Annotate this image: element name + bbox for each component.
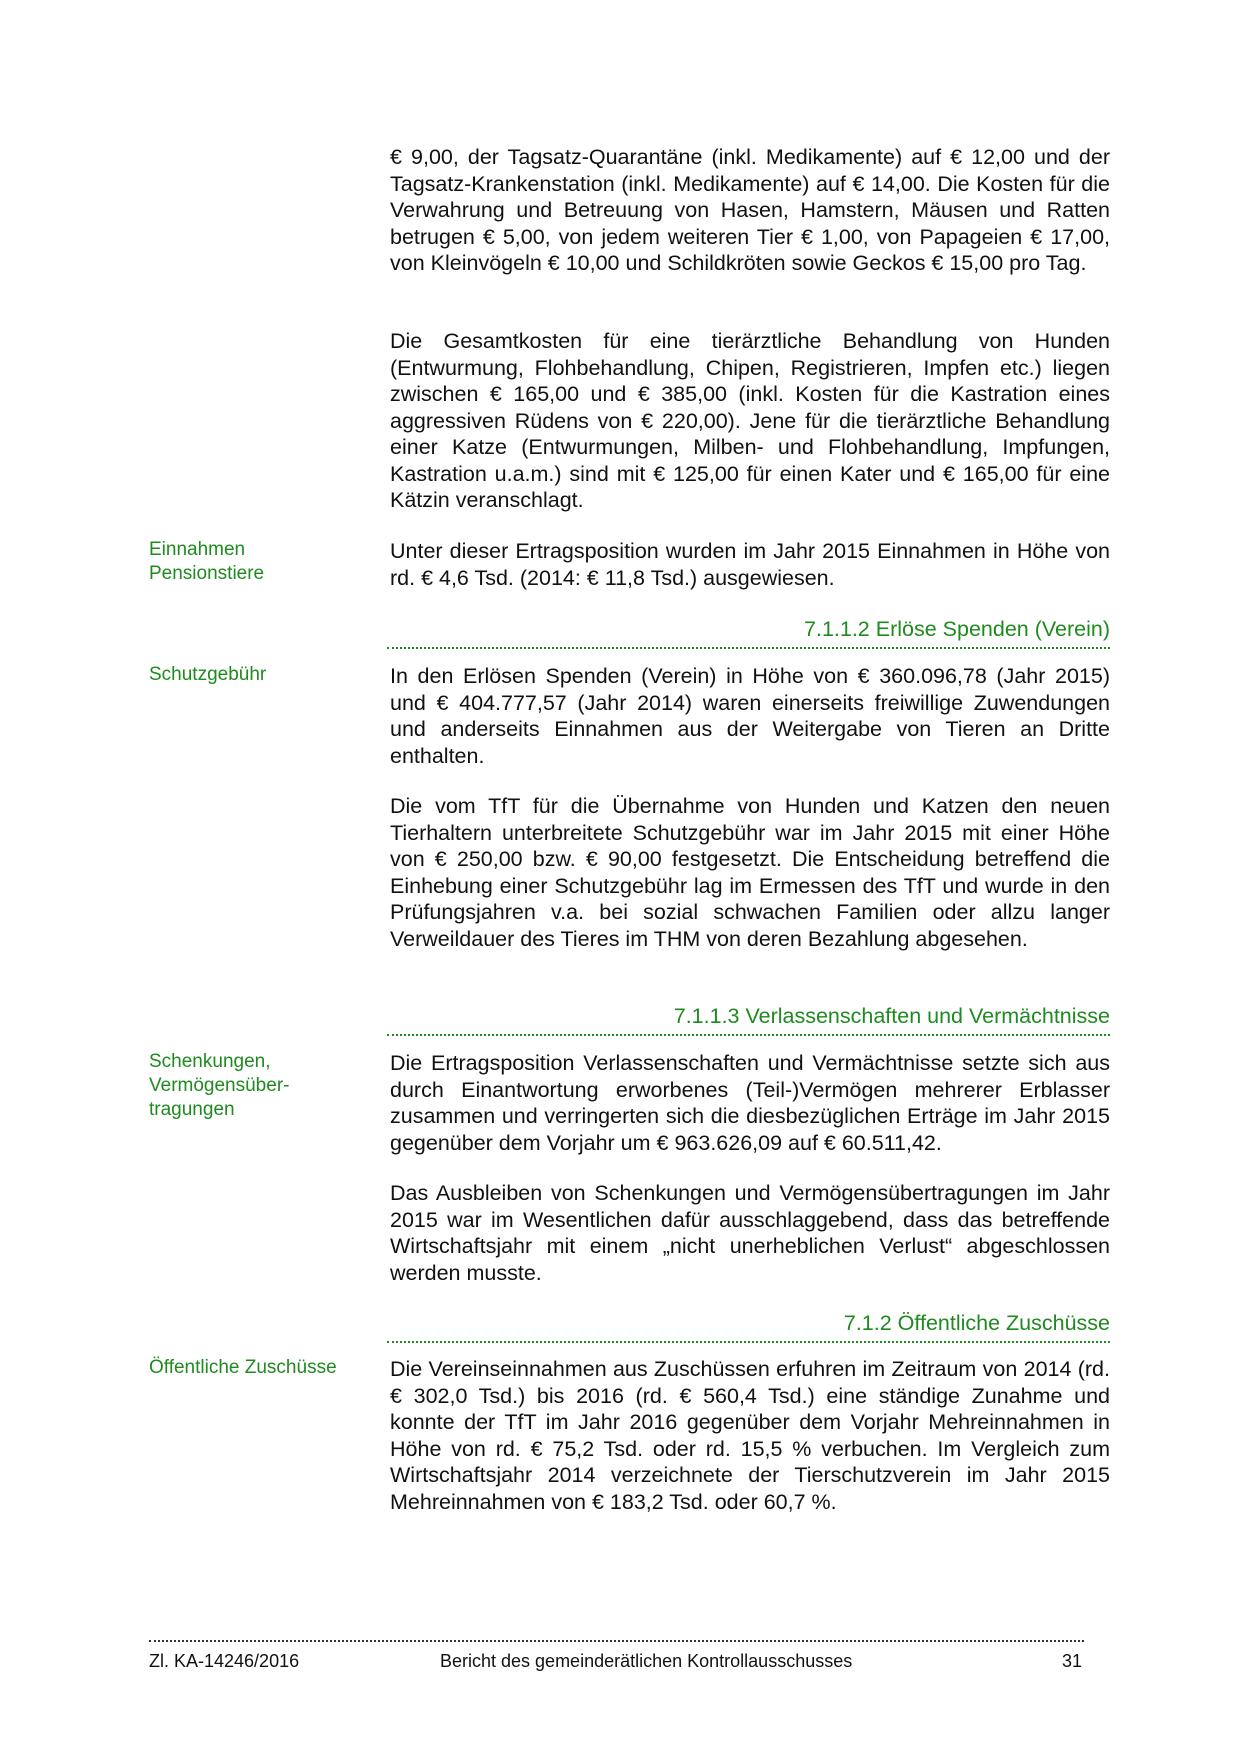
paragraph-schenkungen: Das Ausbleiben von Schenkungen und Vermögensübertragungen im Jahr 2015 war im Wesentlichen dafür ausschlaggebend, dass das betreffende Wirtschaftsjahr mit einem „nicht unerheblichen Verlust“ abgeschlossen werden musste. [390,1181,1110,1285]
side-note-schutzgebuehr: Schutzgebühr [149,664,267,685]
side-note-oeffentliche-zuschuesse: Öffentliche Zuschüsse [149,1357,337,1378]
paragraph-oeffentliche-zuschuesse: Die Vereinseinnahmen aus Zuschüssen erfuhren im Zeitraum von 2014 (rd. € 302,0 Tsd.) bis 2016 (rd. € 560,4 Tsd.) eine ständige Zunahme und konnte der TfT im Jahr 2016 gegenüber dem Vorjahr Mehreinnahmen in Höhe von rd. € 75,2 Tsd. oder rd. 15,5 % verbuchen. Im Vergleich zum Wirtschaftsjahr 2014 verzeichnete der Tierschutzverein im Jahr 2015 Mehreinnahmen von € 183,2 Tsd. oder 60,7 %. [390,1357,1110,1514]
paragraph-tagsatz-kosten: € 9,00, der Tagsatz-Quarantäne (inkl. Medikamente) auf € 12,00 und der Tagsatz-Krankenstation (inkl. Medikamente) auf € 14,00. Die Kosten für die Verwahrung und Betreuung von Hasen, Hamstern, Mäusen und Ratten betrugen € 5,00, von jedem weiteren Tier € 1,00, von Papageien € 17,00, von Kleinvögeln € 10,00 und Schildkröten sowie Geckos € 15,00 pro Tag. [390,145,1110,275]
paragraph-schutzgebuehr: Die vom TfT für die Übernahme von Hunden und Katzen den neuen Tierhaltern unterbreitete Schutzgebühr war im Jahr 2015 mit einer Höhe von € 250,00 bzw. € 90,00 festgesetzt. Die Entscheidung betreffend die Einhebung einer Schutzgebühr lag im Ermessen des TfT und wurde in den Prüfungsjahren v.a. bei sozial schwachen Familien oder allzu langer Verweildauer des Tieres im THM von deren Bezahlung abgesehen. [390,794,1110,951]
paragraph-erloese-spenden: In den Erlösen Spenden (Verein) in Höhe von € 360.096,78 (Jahr 2015) und € 404.777,57 (Jahr 2014) waren einerseits freiwillige Zuwendungen und anderseits Einnahmen aus der Weitergabe von Tieren an Dritte enthalten. [390,664,1110,768]
paragraph-verlassenschaften: Die Ertragsposition Verlassenschaften und Vermächtnisse setzte sich aus durch Einantwortung erworbenes (Teil-)Vermögen mehrerer Erblasser zusammen und verringerten sich die diesbezüglichen Erträge im Jahr 2015 gegenüber dem Vorjahr um € 963.626,09 auf € 60.511,42. [390,1051,1110,1155]
footer-report-title: Bericht des gemeinderätlichen Kontrollausschusses [440,1651,853,1671]
paragraph-einnahmen-pensionstiere: Unter dieser Ertragsposition wurden im Jahr 2015 Einnahmen in Höhe von rd. € 4,6 Tsd. (2014: € 11,8 Tsd.) ausgewiesen. [390,539,1110,590]
heading-verlassenschaften: 7.1.1.3 Verlassenschaften und Vermächtnisse [673,1004,1110,1028]
heading-divider [387,1341,1110,1343]
side-note-schenkungen: Schenkungen, Vermögensüber-tragungen [149,1051,290,1120]
page-number: 31 [1062,1651,1083,1671]
heading-divider [387,1034,1110,1036]
heading-erloese-spenden: 7.1.1.2 Erlöse Spenden (Verein) [804,617,1110,641]
heading-divider [387,647,1110,649]
paragraph-tieraerztliche-behandlung: Die Gesamtkosten für eine tierärztliche Behandlung von Hunden (Entwurmung, Flohbehandlung, Chipen, Registrieren, Impfen etc.) liegen zwischen € 165,00 und € 385,00 (inkl. Kosten für die Kastration eines aggressiven Rüdens von € 220,00). Jene für die tierärztliche Behandlung einer Katze (Entwurmungen, Milben- und Flohbehandlung, Impfungen, Kastration u.a.m.) sind mit € 125,00 für einen Kater und € 165,00 für eine Kätzin veranschlagt. [390,329,1110,512]
side-note-einnahmen-pensionstiere: Einnahmen Pensionstiere [149,539,265,584]
footer-divider [149,1640,1084,1642]
footer-reference: Zl. KA-14246/2016 [149,1651,300,1671]
heading-oeffentliche-zuschuesse: 7.1.2 Öffentliche Zuschüsse [843,1311,1110,1335]
